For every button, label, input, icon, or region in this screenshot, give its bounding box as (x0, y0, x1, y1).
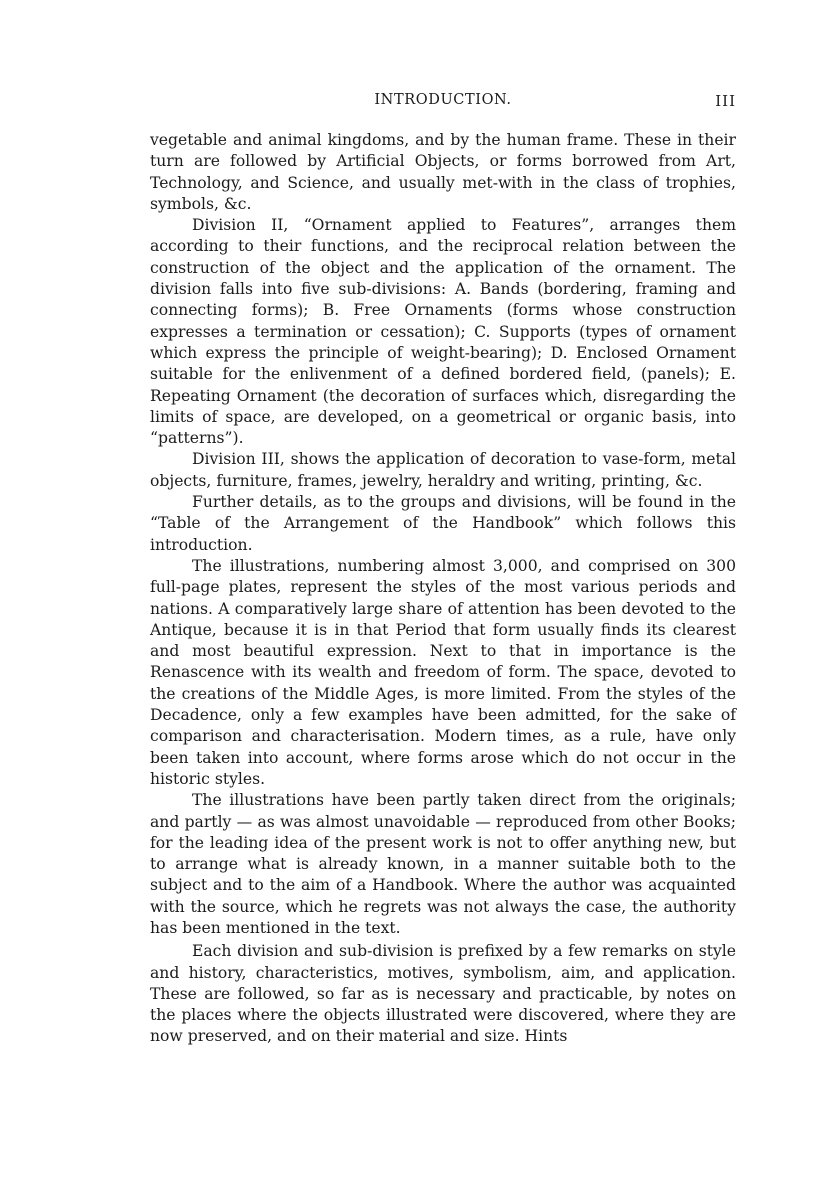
paragraph: Division II, “Ornament applied to Features”, arranges them according to their functions, and the reciprocal relation between the construction of the object and the application of the ornament. The division falls into five sub-divisions: A. Bands (bordering, framing and connecting forms); B. Free Ornaments (forms whose construction expresses a termination or cessation); C. Supports (types of ornament which express the principle of weight-bearing); D. Enclosed Ornament suitable for the enlivenment of a defined bordered field, (panels); E. Repeating Ornament (the decoration of surfaces which, disregarding the limits of space, are developed, on a geometrical or organic basis, into “patterns”). (150, 216, 736, 448)
paragraph: Further details, as to the groups and divisions, will be found in the “Table of the Arrangement of the Handbook” which follows this introduction. (150, 493, 736, 554)
paragraph: Each division and sub-division is prefixed by a few remarks on style and history, characteristics, motives, symbolism, aim, and application. These are followed, so far as is necessary and practicable, by notes on the places where the objects illustrated were discovered, where they are now preserved, and on their material and size. Hints (150, 942, 736, 1046)
running-head: INTRODUCTION. (374, 92, 512, 108)
page-header (150, 92, 736, 118)
paragraph: Division III, shows the application of decoration to vase-form, metal objects, furniture, frames, jewelry, heraldry and writing, printing, &c. (150, 450, 736, 490)
paragraph: The illustrations have been partly taken direct from the originals; and partly — as was almost unavoidable — reproduced from other Books; for the leading idea of the present work is not to offer anything new, but to arrange what is already known, in a manner suitable both to the subject and to the aim of a Handbook. Where the author was acquainted with the source, which he regrets was not always the case, the authority has been mentioned in the text. (150, 791, 736, 937)
paragraph: vegetable and animal kingdoms, and by the human frame. These in their turn are followed by Artificial Objects, or forms borrowed from Art, Technology, and Science, and usually met-with in the class of trophies, symbols, &c. (150, 131, 736, 213)
paragraph: The illustrations, numbering almost 3,000, and comprised on 300 full-page plates, represent the styles of the most various periods and nations. A comparatively large share of attention has been devoted to the Antique, because it is in that Period that form usually finds its clearest and most beautiful expression. Next to that in importance is the Renascence with its wealth and freedom of form. The space, devoted to the creations of the Middle Ages, is more limited. From the styles of the Decadence, only a few examples have been admitted, for the sake of comparison and characterisation. Modern times, as a rule, have only been taken into account, where forms arose which do not occur in the historic styles. (150, 556, 736, 788)
body-text (150, 130, 736, 1048)
page-number: III (715, 92, 736, 110)
book-page (150, 92, 736, 1048)
